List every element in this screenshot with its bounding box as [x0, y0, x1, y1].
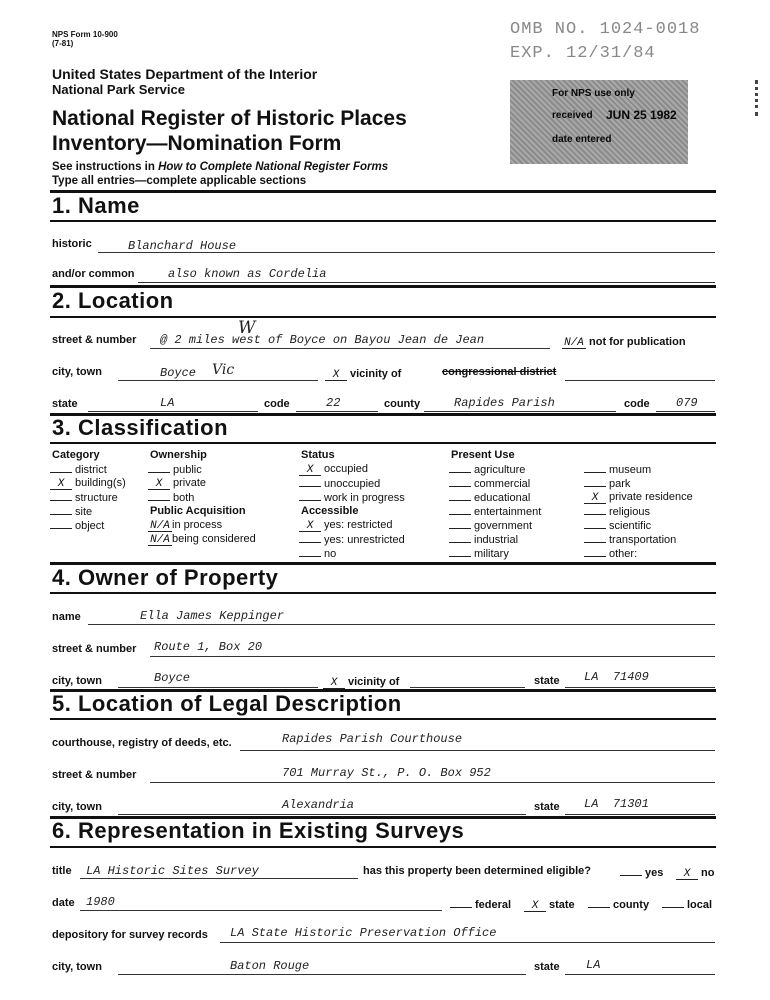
- omb-expiration: EXP. 12/31/84: [510, 44, 656, 63]
- owner-city-label: city, town: [52, 675, 102, 687]
- legal-state-value: LA 71301: [584, 797, 649, 811]
- stamp-received-label: received: [552, 110, 593, 121]
- location-street-label: street & number: [52, 334, 137, 346]
- use-agriculture-mark: [449, 463, 471, 473]
- acquisition-in-process-label: in process: [172, 519, 223, 531]
- use-scientific-mark: [584, 519, 606, 529]
- level-local: [662, 895, 712, 913]
- eligible-yes-label: yes: [645, 867, 664, 879]
- status-heading: Status: [301, 449, 335, 461]
- courthouse-value: Rapides Parish Courthouse: [282, 732, 463, 746]
- nfp-label: not for publication: [589, 336, 686, 348]
- status-unoccupied-mark: [299, 477, 321, 487]
- use-commercial-mark: [449, 477, 471, 487]
- use-park: [584, 477, 630, 490]
- category-buildings: [50, 477, 126, 490]
- acquisition-considered-label: being considered: [172, 533, 256, 545]
- owner-vicinity-line: [410, 687, 525, 688]
- ownership-both: [148, 491, 194, 504]
- historic-label: historic: [52, 238, 92, 250]
- use-private-residence: [584, 491, 693, 504]
- owner-street-value: Route 1, Box 20: [154, 640, 263, 654]
- use-agriculture-label: agriculture: [474, 464, 526, 476]
- legal-city-label: city, town: [52, 801, 102, 813]
- status-wip-label: work in progress: [324, 492, 405, 504]
- local-mark: [662, 898, 684, 908]
- ownership-private-label: private: [173, 477, 207, 489]
- acquisition-in-process-mark: N/A: [148, 522, 172, 532]
- use-entertainment-label: entertainment: [474, 506, 542, 518]
- form-date-text: (7-81): [52, 39, 74, 48]
- ownership-public: [148, 463, 202, 476]
- survey-city-label: city, town: [52, 961, 102, 973]
- use-religious-mark: [584, 505, 606, 515]
- use-scientific-label: scientific: [609, 520, 652, 532]
- owner-name-line: [88, 624, 715, 625]
- use-educational-label: educational: [474, 492, 531, 504]
- use-museum: [584, 463, 651, 476]
- use-military-mark: [449, 547, 471, 557]
- vicinity-mark: X: [325, 371, 347, 381]
- ownership-heading: Ownership: [150, 449, 207, 461]
- form-title: [52, 106, 407, 156]
- form-title-line2: Inventory—Nomination Form: [52, 132, 342, 155]
- owner-vicinity-mark: X: [323, 679, 345, 689]
- use-museum-mark: [584, 463, 606, 473]
- survey-state-line: [565, 974, 715, 975]
- legal-city-value: Alexandria: [282, 798, 355, 812]
- owner-name-label: name: [52, 611, 81, 623]
- ownership-both-label: both: [173, 492, 195, 504]
- survey-title-label: title: [52, 865, 72, 877]
- section-rule: [50, 220, 716, 222]
- category-structure-mark: [50, 491, 72, 501]
- survey-date-label: date: [52, 897, 75, 909]
- accessible-unrestricted-mark: [299, 533, 321, 543]
- section-rule: [50, 316, 716, 318]
- federal-mark: [450, 898, 472, 908]
- location-code2-value: 079: [676, 396, 698, 410]
- status-occupied: [299, 463, 368, 476]
- section-rule: [50, 442, 716, 444]
- section-4-heading: 4. Owner of Property: [52, 565, 279, 590]
- use-military-label: military: [474, 548, 509, 560]
- county-label: county: [613, 899, 650, 911]
- legal-state-label: state: [534, 801, 560, 813]
- eligible-yes-mark: [620, 866, 642, 876]
- survey-title-value: LA Historic Sites Survey: [86, 864, 259, 878]
- owner-state-line: [565, 687, 715, 688]
- legal-state-line: [565, 814, 715, 815]
- acquisition-being-considered: [148, 533, 256, 546]
- use-park-label: park: [609, 478, 631, 490]
- stamp-nps-use: For NPS use only: [552, 88, 635, 99]
- location-code2-label: code: [624, 398, 650, 410]
- section-3-heading: 3. Classification: [52, 415, 229, 440]
- category-structure: [50, 491, 118, 504]
- section-rule: [50, 592, 716, 594]
- historic-line: [98, 252, 715, 253]
- common-value: also known as Cordelia: [168, 267, 327, 281]
- location-vicinity: [325, 364, 401, 382]
- courthouse-label: courthouse, registry of deeds, etc.: [52, 737, 232, 749]
- status-wip-mark: [299, 491, 321, 501]
- owner-city-line: [118, 687, 318, 688]
- legal-city-line: [118, 814, 526, 815]
- common-line: [138, 282, 715, 283]
- use-private-residence-mark: X: [584, 494, 606, 504]
- status-unoccupied: [299, 477, 380, 490]
- ownership-public-mark: [148, 463, 170, 473]
- use-government-mark: [449, 519, 471, 529]
- legal-street-value: 701 Murray St., P. O. Box 952: [282, 766, 491, 780]
- acquisition-considered-mark: N/A: [148, 536, 172, 546]
- state-level-label: state: [549, 899, 575, 911]
- stamp-date-entered: date entered: [552, 134, 612, 145]
- owner-state-value: LA 71409: [584, 670, 649, 684]
- location-code-line: [296, 411, 378, 412]
- survey-city-value: Baton Rouge: [230, 959, 310, 973]
- category-district-mark: [50, 463, 72, 473]
- location-city-line: [118, 380, 318, 381]
- use-agriculture: [449, 463, 525, 476]
- ownership-public-label: public: [173, 464, 202, 476]
- eligible-no-label: no: [701, 867, 715, 879]
- accessible-restricted-mark: X: [299, 522, 321, 532]
- instructions-title: How to Complete National Register Forms: [158, 161, 389, 173]
- use-transportation-mark: [584, 533, 606, 543]
- use-religious: [584, 505, 650, 518]
- local-label: local: [687, 899, 713, 911]
- section-1-heading: 1. Name: [52, 193, 140, 218]
- use-other-label: other:: [609, 548, 638, 560]
- accessible-no-label: no: [324, 548, 337, 560]
- depository-label: depository for survey records: [52, 929, 208, 941]
- location-street-value: @ 2 miles west of Boyce on Bayou Jean de Jean: [160, 333, 485, 347]
- ownership-private: [148, 477, 206, 490]
- owner-street-label: street & number: [52, 643, 137, 655]
- department-name: United States Department of the Interior: [52, 66, 318, 82]
- section-5-heading: 5. Location of Legal Description: [52, 691, 402, 716]
- common-label: and/or common: [52, 268, 135, 280]
- location-state-value: LA: [160, 396, 175, 410]
- eligible-no: [676, 863, 714, 881]
- ownership-private-mark: X: [148, 480, 170, 490]
- category-buildings-label: building(s): [75, 477, 126, 489]
- legal-street-line: [150, 782, 715, 783]
- category-object: [50, 519, 104, 532]
- location-code-label: code: [264, 398, 290, 410]
- section-rule: [50, 718, 716, 720]
- use-entertainment-mark: [449, 505, 471, 515]
- city-handwritten-annotation: Vic: [212, 362, 235, 378]
- congressional-line: [565, 380, 715, 381]
- location-state-label: state: [52, 398, 78, 410]
- county-mark: [588, 898, 610, 908]
- survey-city-line: [118, 974, 526, 975]
- instructions-line2: Type all entries—complete applicable sections: [52, 175, 307, 187]
- eligible-no-mark: X: [676, 870, 698, 880]
- location-city-value: Boyce: [160, 366, 197, 380]
- owner-city-value: Boyce: [154, 671, 191, 685]
- use-industrial-label: industrial: [474, 534, 519, 546]
- use-scientific: [584, 519, 651, 532]
- status-unoccupied-label: unoccupied: [324, 478, 381, 490]
- category-object-label: object: [75, 520, 105, 532]
- survey-title-line: [80, 878, 358, 879]
- section-rule: [50, 846, 716, 848]
- owner-vicinity-label: vicinity of: [348, 676, 400, 688]
- use-industrial: [449, 533, 518, 546]
- location-code2-line: [656, 411, 715, 412]
- section-6-heading: 6. Representation in Existing Surveys: [52, 818, 465, 843]
- acquisition-in-process: [148, 519, 222, 532]
- nfp-mark: N/A: [562, 339, 586, 349]
- use-military: [449, 547, 509, 560]
- accessible-restricted-label: yes: restricted: [324, 519, 393, 531]
- use-government-label: government: [474, 520, 533, 532]
- binding-marks: [755, 80, 761, 116]
- survey-date-line: [80, 910, 442, 911]
- use-other: [584, 547, 637, 560]
- use-commercial: [449, 477, 530, 490]
- courthouse-line: [240, 750, 715, 751]
- accessible-restricted: [299, 519, 392, 532]
- form-number-text: NPS Form 10-900: [52, 30, 118, 39]
- depository-value: LA State Historic Preservation Office: [230, 926, 497, 940]
- survey-state-label: state: [534, 961, 560, 973]
- congressional-district: congressional district: [442, 366, 557, 378]
- form-number: [52, 30, 118, 48]
- accessible-heading: Accessible: [301, 505, 359, 517]
- use-transportation: [584, 533, 676, 546]
- accessible-unrestricted-label: yes: unrestricted: [324, 534, 405, 546]
- status-occupied-label: occupied: [324, 463, 369, 475]
- location-city-label: city, town: [52, 366, 102, 378]
- level-county: [588, 895, 649, 913]
- accessible-unrestricted: [299, 533, 405, 546]
- historic-value: Blanchard House: [128, 239, 237, 253]
- acquisition-heading: Public Acquisition: [150, 505, 246, 517]
- use-other-mark: [584, 547, 606, 557]
- use-private-residence-label: private residence: [609, 491, 693, 503]
- agency-block: [52, 66, 317, 98]
- use-religious-label: religious: [609, 506, 650, 518]
- status-occupied-mark: X: [299, 466, 321, 476]
- nps-use-stamp: [510, 80, 688, 164]
- ownership-both-mark: [148, 491, 170, 501]
- not-for-publication: [562, 332, 686, 350]
- stamp-received-date: JUN 25 1982: [606, 108, 677, 122]
- form-title-line1: National Register of Historic Places: [52, 107, 407, 130]
- survey-date-value: 1980: [86, 895, 115, 909]
- category-site-label: site: [75, 506, 93, 518]
- location-code-value: 22: [326, 396, 341, 410]
- vicinity-label: vicinity of: [350, 368, 402, 380]
- present-use-heading: Present Use: [451, 449, 515, 461]
- use-entertainment: [449, 505, 541, 518]
- section-rule: [50, 190, 716, 193]
- service-name: National Park Service: [52, 82, 185, 97]
- survey-state-value: LA: [586, 958, 601, 972]
- eligible-label: has this property been determined eligible?: [363, 865, 591, 877]
- use-government: [449, 519, 532, 532]
- use-industrial-mark: [449, 533, 471, 543]
- status-work-in-progress: [299, 491, 405, 504]
- federal-label: federal: [475, 899, 512, 911]
- use-transportation-label: transportation: [609, 534, 677, 546]
- use-museum-label: museum: [609, 464, 652, 476]
- instructions: [52, 160, 388, 188]
- level-federal: [450, 895, 511, 913]
- section-2-heading: 2. Location: [52, 288, 174, 313]
- category-structure-label: structure: [75, 492, 118, 504]
- use-educational: [449, 491, 530, 504]
- owner-state-label: state: [534, 675, 560, 687]
- location-county-label: county: [384, 398, 421, 410]
- owner-vicinity: [323, 672, 399, 690]
- use-commercial-label: commercial: [474, 478, 531, 490]
- category-object-mark: [50, 519, 72, 529]
- use-park-mark: [584, 477, 606, 487]
- state-level-mark: X: [524, 902, 546, 912]
- use-educational-mark: [449, 491, 471, 501]
- depository-line: [220, 942, 715, 943]
- street-handwritten-annotation: W: [238, 318, 256, 338]
- category-district: [50, 463, 107, 476]
- location-county-line: [424, 411, 616, 412]
- eligible-yes: [620, 863, 663, 881]
- category-buildings-mark: X: [50, 480, 72, 490]
- legal-street-label: street & number: [52, 769, 137, 781]
- location-county-value: Rapides Parish: [454, 396, 555, 410]
- accessible-no: [299, 547, 336, 560]
- location-street-line: [150, 348, 550, 349]
- category-site: [50, 505, 92, 518]
- owner-name-value: Ella James Keppinger: [140, 609, 285, 623]
- omb-number: OMB NO. 1024-0018: [510, 20, 701, 39]
- category-site-mark: [50, 505, 72, 515]
- owner-street-line: [150, 656, 715, 657]
- location-state-line: [88, 411, 258, 412]
- level-state: [524, 895, 575, 913]
- instructions-line1: [52, 160, 388, 174]
- category-district-label: district: [75, 464, 107, 476]
- instructions-prefix: See instructions in: [52, 161, 159, 173]
- category-heading: Category: [52, 449, 100, 461]
- accessible-no-mark: [299, 547, 321, 557]
